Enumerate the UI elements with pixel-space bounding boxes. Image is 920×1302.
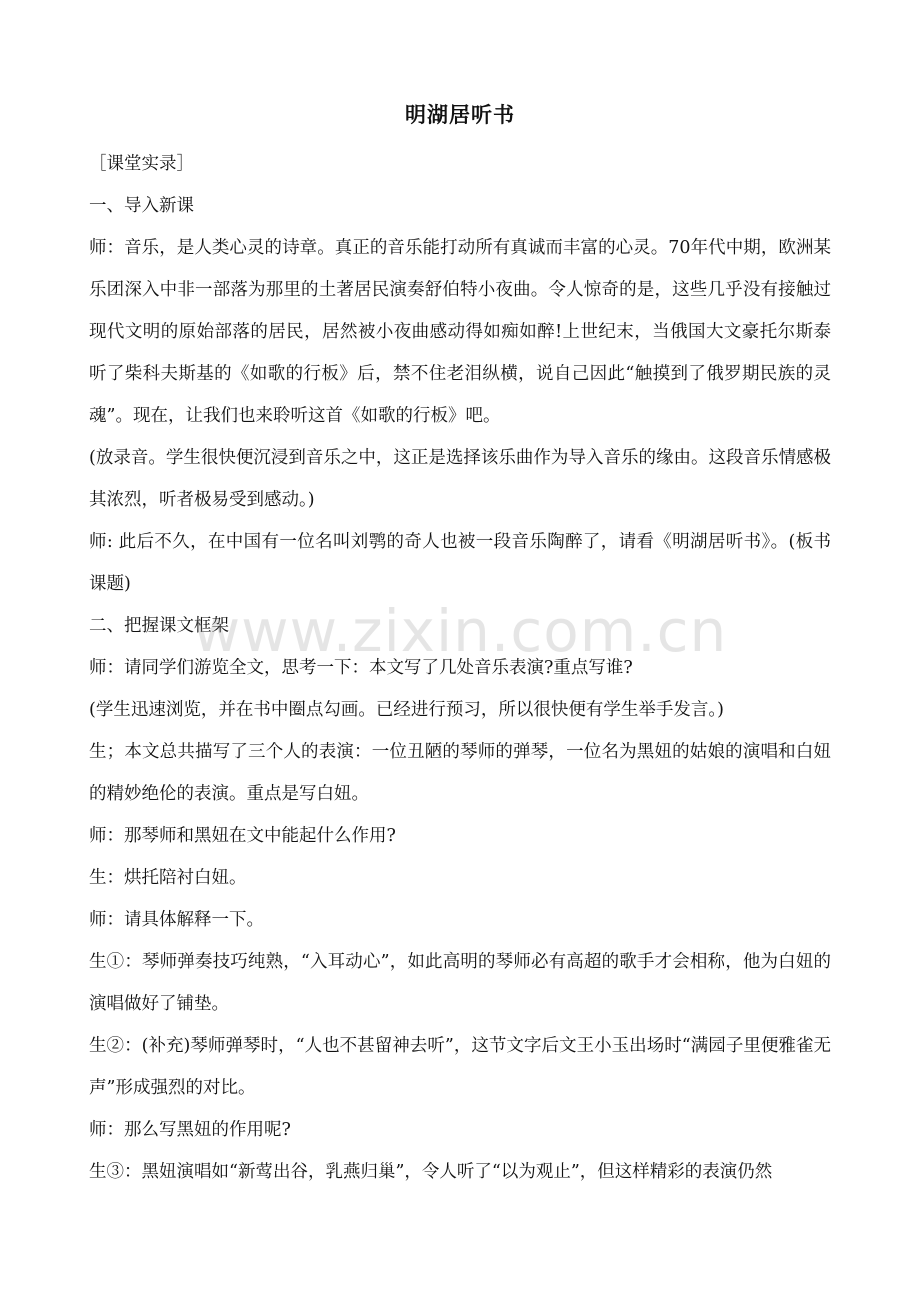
paragraph: 生：烘托陪衬白妞。 (89, 868, 247, 888)
paragraph: 师：那琴师和黑妞在文中能起什么作用? (89, 826, 396, 846)
document-title: 明湖居听书 (405, 102, 515, 127)
paragraph: 师: 此后不久，在中国有一位名叫刘鹗的奇人也被一段音乐陶醉了，请看《明湖居听书》。(板书课题) (89, 532, 831, 594)
paragraph: 师：请具体解释一下。 (89, 910, 264, 930)
document-body (89, 143, 831, 1193)
paragraph: 生③：黑妞演唱如“新莺出谷，乳燕归巢”，令人听了“以为观止”，但这样精彩的表演仍然 (89, 1162, 773, 1182)
paragraph: 二、把握课文框架 (89, 616, 229, 636)
paragraph: 生①：琴师弹奏技巧纯熟，“入耳动心”，如此高明的琴师必有高超的歌手才会相称，他为白妞的演唱做好了铺垫。 (89, 952, 831, 1014)
paragraph: 一、导入新课 (89, 196, 194, 216)
paragraph: ［课堂实录］ (89, 154, 194, 174)
paragraph: 生②：(补充)琴师弹琴时，“人也不甚留神去听”，这节文字后文王小玉出场时“满园子里便雅雀无声”形成强烈的对比。 (89, 1036, 831, 1098)
watermark: www.zixin.com.cn (192, 597, 728, 665)
paragraph: 生；本文总共描写了三个人的表演：一位丑陋的琴师的弹琴，一位名为黑妞的姑娘的演唱和白妞的精妙绝伦的表演。重点是写白妞。 (89, 742, 831, 804)
paragraph: 师：音乐，是人类心灵的诗章。真正的音乐能打动所有真诚而丰富的心灵。70年代中期，欧洲某乐团深入中非一部落为那里的土著居民演奏舒伯特小夜曲。令人惊奇的是，这些几乎没有接触过现代文明的原始部落的居民，居然被小夜曲感动得如痴如醉!上世纪末，当俄国大文豪托尔斯泰听了柴科夫斯基的《如歌的行板》后，禁不住老泪纵横，说自己因此“触摸到了俄罗期民族的灵魂”。现在，让我们也来聆听这首《如歌的行板》吧。 (89, 238, 831, 426)
paragraph: 师：那么写黑妞的作用呢? (89, 1120, 291, 1140)
paragraph: 师：请同学们游览全文，思考一下：本文写了几处音乐表演?重点写谁? (89, 658, 633, 678)
paragraph: (放录音。学生很快便沉浸到音乐之中，这正是选择该乐曲作为导入音乐的缘由。这段音乐情感极其浓烈，听者极易受到感动。) (89, 448, 831, 510)
paragraph: (学生迅速浏览，并在书中圈点勾画。已经进行预习，所以很快便有学生举手发言。) (89, 700, 724, 720)
